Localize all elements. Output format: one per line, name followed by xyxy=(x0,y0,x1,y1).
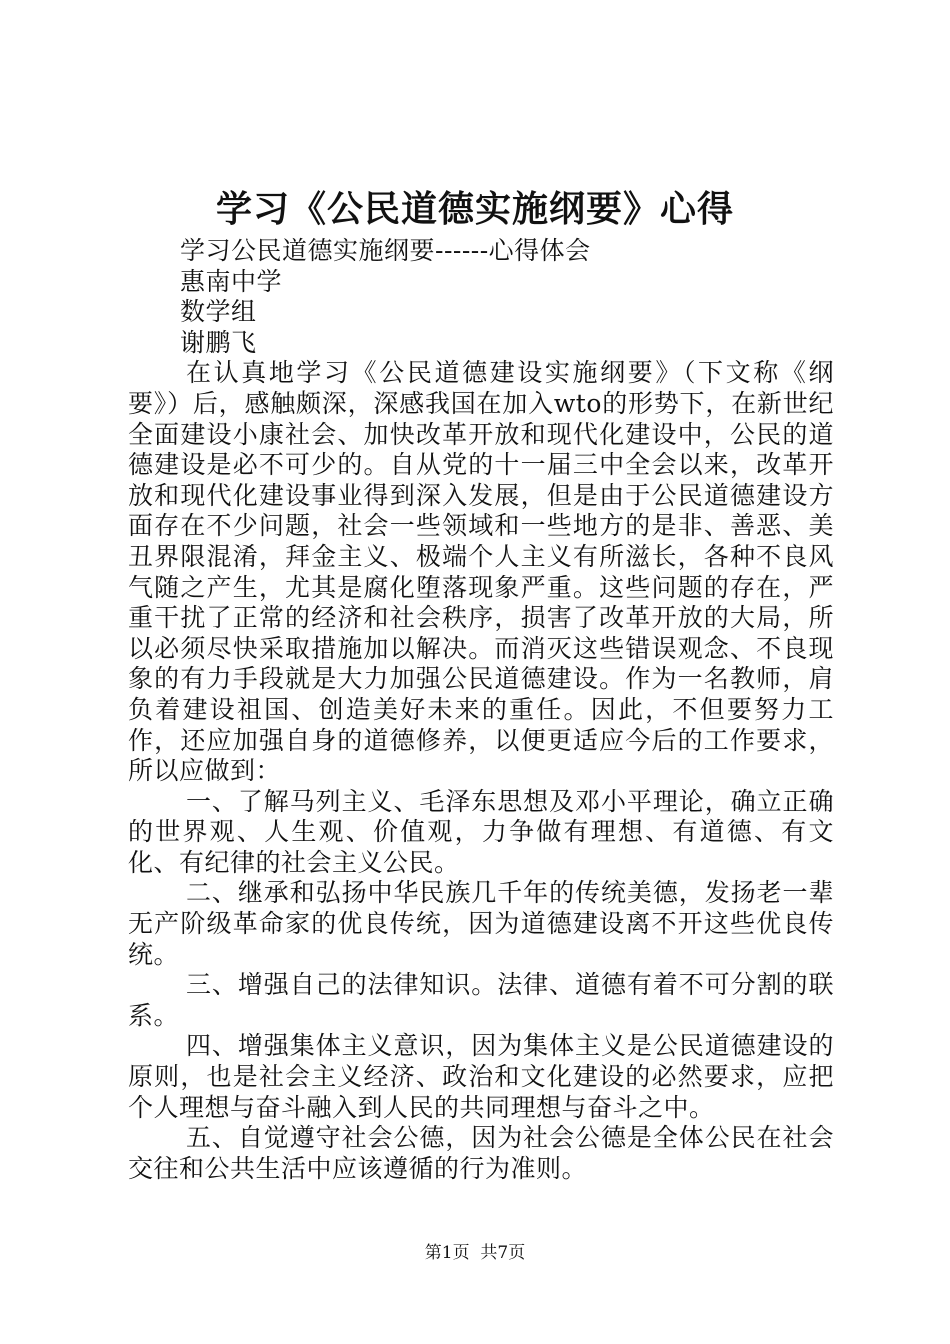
header-line-author: 谢鹏飞 xyxy=(180,327,257,357)
page-number-footer: 第1页 共7页 xyxy=(424,1243,526,1263)
point-paragraph: 五、自觉遵守社会公德，因为社会公德是全体公民在社会交往和公共生活中应该遵循的行为准则。 xyxy=(128,1123,834,1183)
header-line-subtitle: 学习公民道德实施纲要------心得体会 xyxy=(180,236,591,265)
intro-paragraph: 在认真地学习《公民道德建设实施纲要》（下文称《纲要》）后，感触颇深，深感我国在加入wto的形势下，在新世纪全面建设小康社会、加快改革开放和现代化建设中，公民的道德建设是必不可少的。自从党的十一届三中全会以来，改革开放和现代化建设事业得到深入发展，但是由于公民道德建设方面存在不少问题，社会一些领域和一些地方的是非、善恶、美丑界限混淆，拜金主义、极端个人主义有所滋长，各种不良风气随之产生，尤其是腐化堕落现象严重。这些问题的存在，严重干扰了正常的经济和社会秩序，损害了改革开放的大局，所以必须尽快采取措施加以解决。而消灭这些错误观念、不良现象的有力手段就是大力加强公民道德建设。作为一名教师，肩负着建设祖国、创造美好未来的重任。因此，不但要努力工作，还应加强自身的道德修养，以便更适应今后的工作要求，所以应做到： xyxy=(128,358,834,786)
point-paragraph: 二、继承和弘扬中华民族几千年的传统美德，发扬老一辈无产阶级革命家的优良传统，因为道德建设离不开这些优良传统。 xyxy=(128,878,834,969)
document-title: 学习《公民道德实施纲要》心得 xyxy=(215,188,734,230)
point-paragraph: 一、了解马列主义、毛泽东思想及邓小平理论，确立正确的世界观、人生观、价值观，力争做有理想、有道德、有文化、有纪律的社会主义公民。 xyxy=(128,786,834,877)
header-line-group: 数学组 xyxy=(180,297,257,327)
point-paragraph: 三、增强自己的法律知识。法律、道德有着不可分割的联系。 xyxy=(128,970,834,1030)
document-body xyxy=(128,236,834,1184)
header-line-school: 惠南中学 xyxy=(180,266,283,296)
point-paragraph: 四、增强集体主义意识，因为集体主义是公民道德建设的原则，也是社会主义经济、政治和文化建设的必然要求，应把个人理想与奋斗融入到人民的共同理想与奋斗之中。 xyxy=(128,1031,834,1122)
